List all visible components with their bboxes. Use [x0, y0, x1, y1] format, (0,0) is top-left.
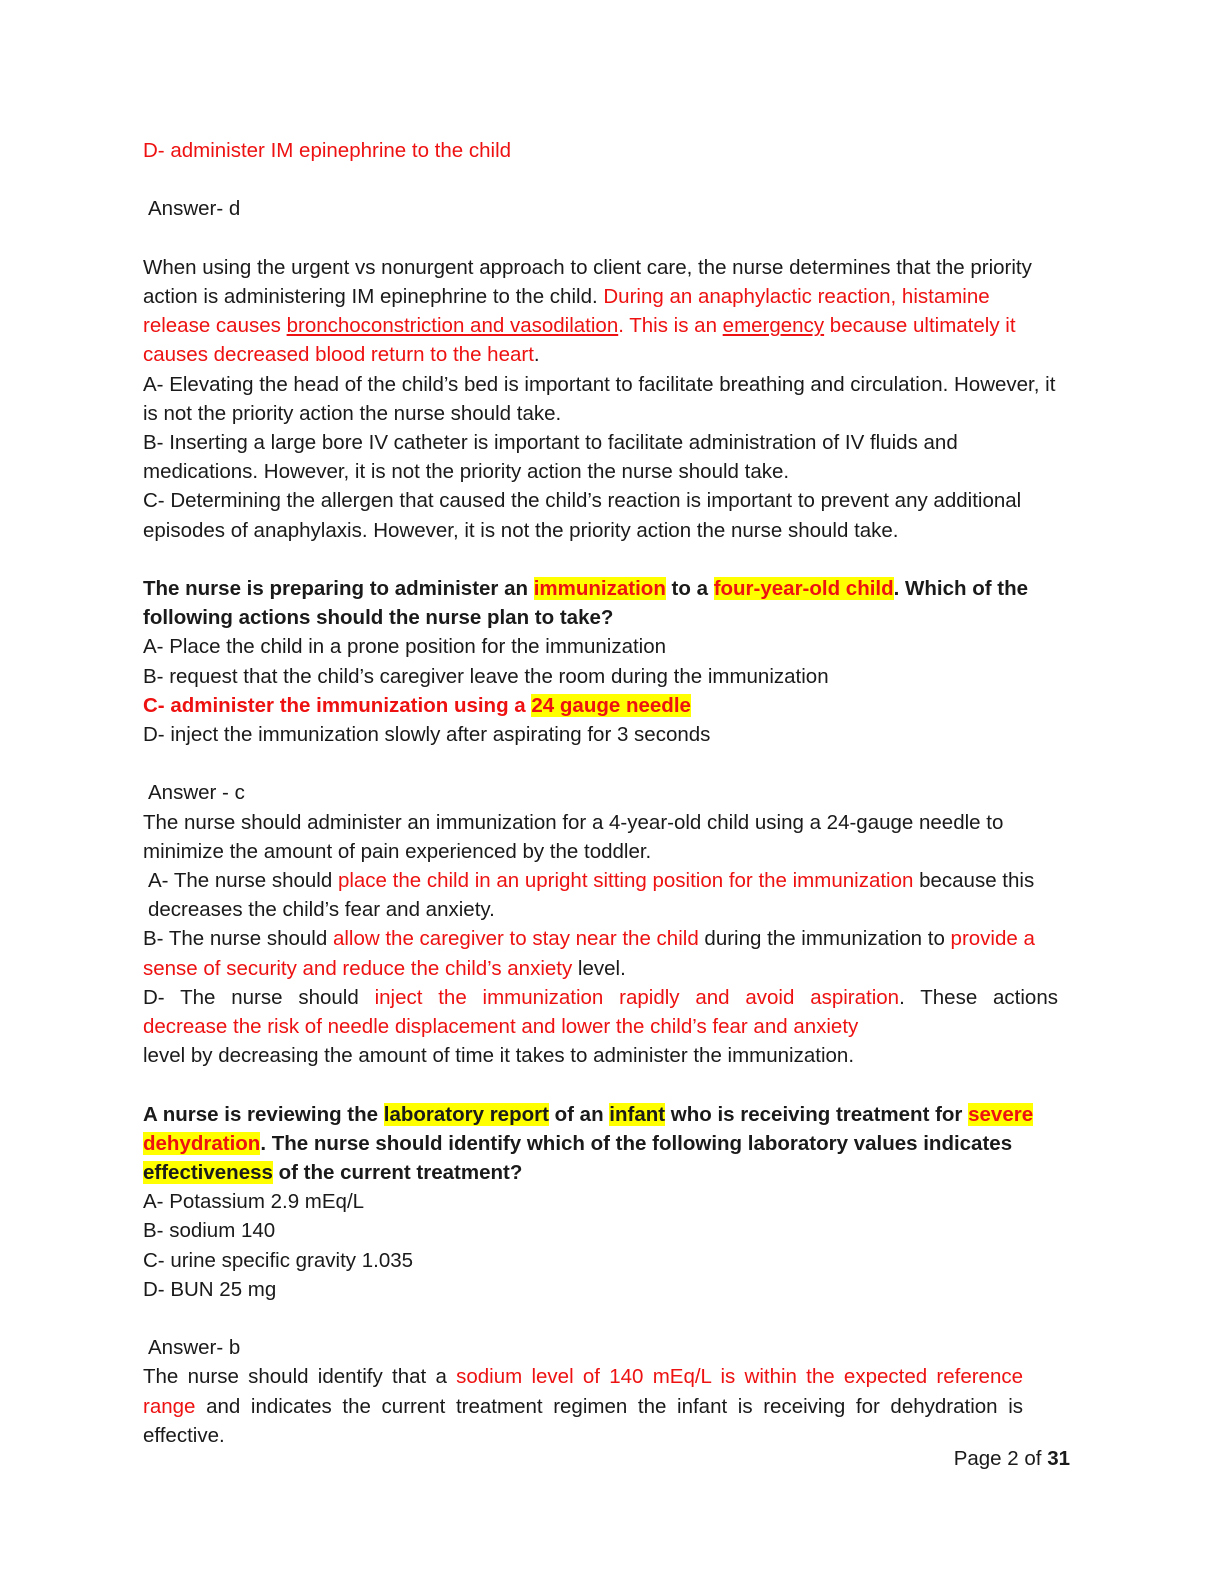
- page-number: Page 2 of 31: [953, 1447, 1070, 1470]
- q2-option-c: C- administer the immunization using a 24 gauge needle: [143, 693, 691, 717]
- q2-explain-a: A- The nurse should place the child in an upright sitting position for the immunization because this decreases the child’s fear and anxiety.: [148, 869, 1035, 922]
- q1-explain-a: A- Elevating the head of the child’s bed is important to facilitate breathing and circulation. However, it is not the priority action the nurse should take.: [143, 372, 1056, 425]
- q1-explain-b: B- Inserting a large bore IV catheter is important to facilitate administration of IV fluids and medications. However, it is not the priority action the nurse should take.: [143, 431, 958, 484]
- q3-stem: A nurse is reviewing the laboratory report of an infant who is receiving treatment for severe dehydration. The nurse should identify which of the following laboratory values indicates effectiveness of the current treatment?: [143, 1102, 1034, 1185]
- q3-option-c: C- urine specific gravity 1.035: [143, 1248, 414, 1272]
- q2-option-d: D- inject the immunization slowly after aspirating for 3 seconds: [143, 723, 711, 747]
- q2-explain-d-cont: decrease the risk of needle displacement and lower the child’s fear and anxiety: [143, 1015, 859, 1039]
- q2-explain-d-end: level by decreasing the amount of time it takes to administer the immunization.: [143, 1044, 855, 1068]
- q2-option-b: B- request that the child’s caregiver leave the room during the immunization: [143, 664, 829, 688]
- q3-rationale: The nurse should identify that a sodium level of 140 mEq/L is within the expected reference range and indicates the current treatment regimen the infant is receiving for dehydration is effective.: [143, 1365, 1023, 1447]
- q2-stem: The nurse is preparing to administer an immunization to a four-year-old child. Which of the following actions should the nurse plan to take?: [143, 577, 1029, 630]
- q2-explain-d: D- The nurse should inject the immunization rapidly and avoid aspiration. These actions: [143, 985, 1058, 1009]
- q1-explain-c: C- Determining the allergen that caused the child’s reaction is important to prevent any additional episodes of anaphylaxis. However, it is not the priority action the nurse should take.: [143, 489, 1022, 542]
- q3-option-b: B- sodium 140: [143, 1219, 276, 1243]
- q1-option-d: D- administer IM epinephrine to the child: [143, 139, 512, 162]
- q2-rationale: The nurse should administer an immunization for a 4-year-old child using a 24-gauge needle to minimize the amount of pain experienced by the toddler.: [143, 810, 1004, 863]
- q2-answer: Answer - c: [148, 781, 245, 805]
- q2-option-a: A- Place the child in a prone position for the immunization: [143, 635, 667, 659]
- document-page: [143, 136, 1058, 1450]
- q1-rationale: When using the urgent vs nonurgent approach to client care, the nurse determines that the priority action is administering IM epinephrine to the child. During an anaphylactic reaction, histamine release causes bronchoconstriction and vasodilation. This is an emergency because ultimately it causes decreased blood return to the heart.: [143, 255, 1032, 367]
- q3-option-d: D- BUN 25 mg: [143, 1277, 277, 1301]
- q2-explain-b: B- The nurse should allow the caregiver to stay near the child during the immunization to provide a sense of security and reduce the child’s anxiety level.: [143, 927, 1035, 980]
- q3-answer: Answer- b: [148, 1336, 241, 1360]
- q1-answer: Answer- d: [148, 197, 241, 221]
- q3-option-a: A- Potassium 2.9 mEq/L: [143, 1190, 365, 1214]
